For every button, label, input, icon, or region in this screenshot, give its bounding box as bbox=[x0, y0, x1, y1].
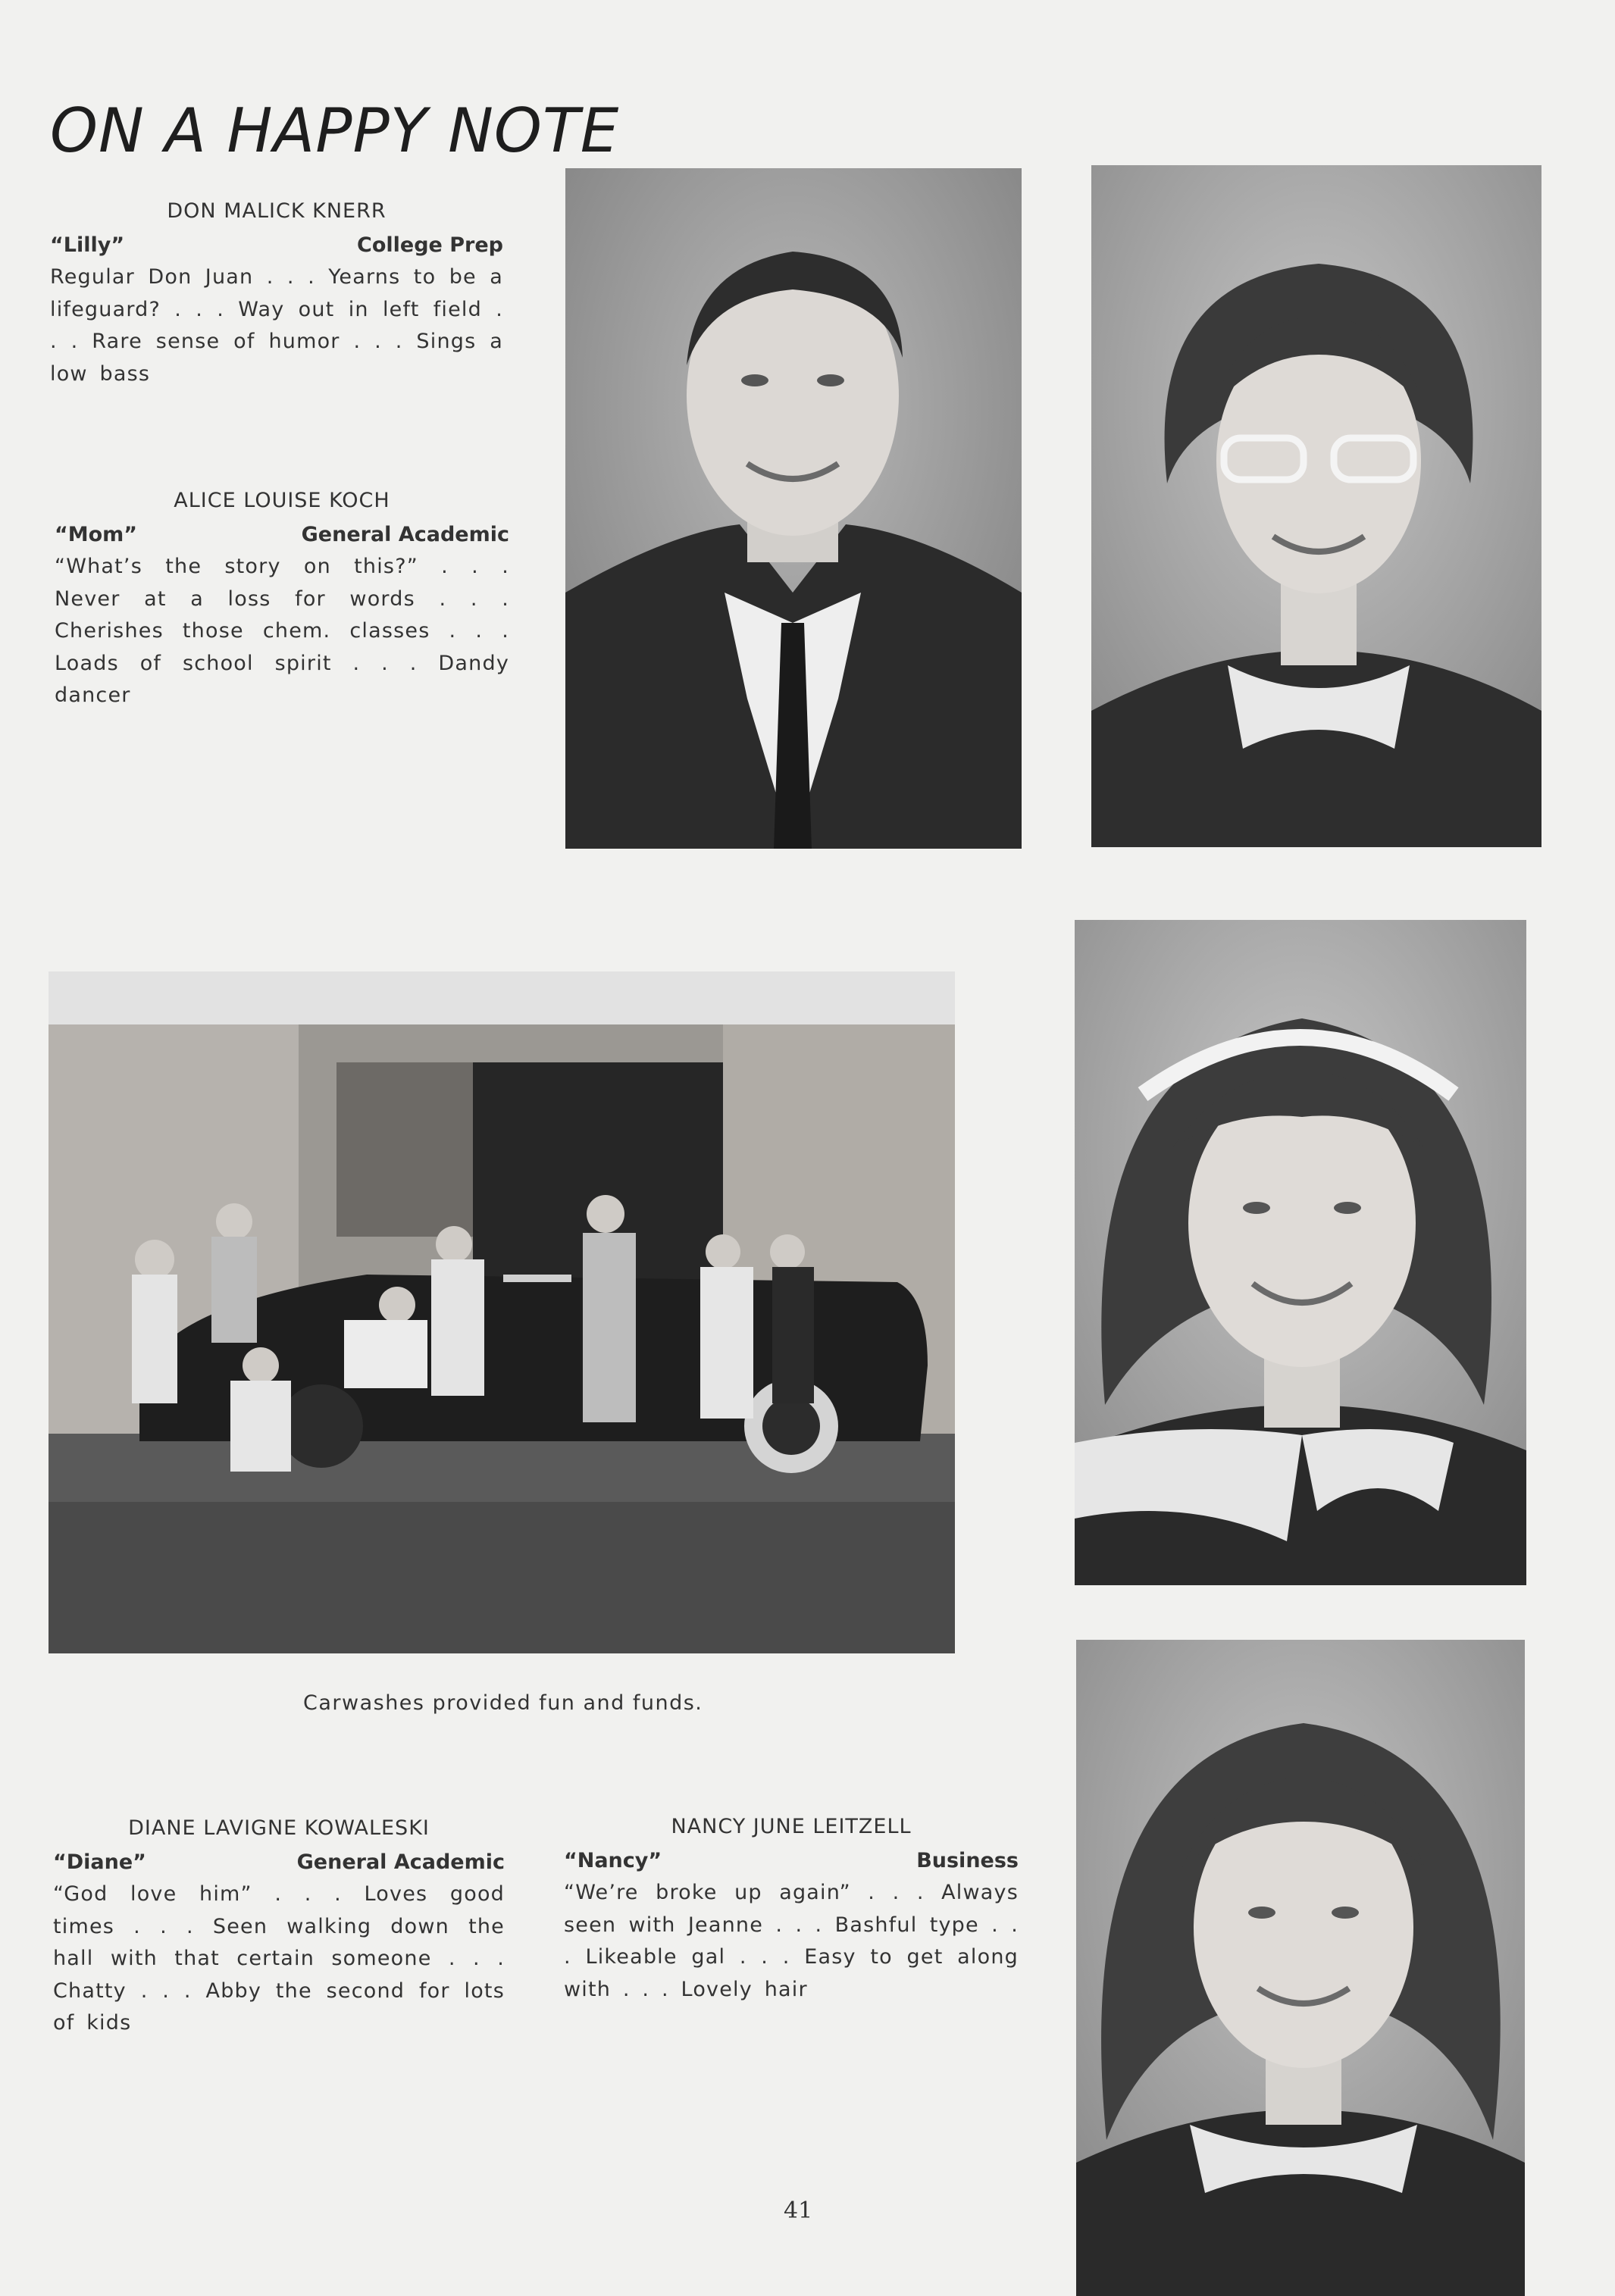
student-name: NANCY JUNE LEITZELL bbox=[671, 1815, 912, 1838]
student-description: “We’re broke up again” . . . Always seen with Jeanne . . . Bashful type . . . Likeable gal . . . Easy to get along with . . . Lovely hair bbox=[564, 1881, 1019, 2001]
student-course: General Academic bbox=[296, 1850, 505, 1874]
portrait-alice-koch bbox=[1091, 165, 1541, 847]
student-nickname: “Diane” bbox=[53, 1850, 146, 1874]
page-number: 41 bbox=[784, 2197, 813, 2224]
student-nickname: “Mom” bbox=[55, 522, 138, 546]
bio-nancy-leitzell bbox=[564, 1811, 1019, 2006]
portrait-diane-kowaleski bbox=[1075, 920, 1526, 1585]
page-title: ON A HAPPY NOTE bbox=[50, 95, 620, 166]
portrait-don-knerr bbox=[565, 168, 1022, 849]
photo-caption: Carwashes provided fun and funds. bbox=[303, 1691, 703, 1715]
student-description: Regular Don Juan . . . Yearns to be a lifeguard? . . . Way out in left field . . . Rare sense of humor . . . Sings a low bass bbox=[50, 265, 503, 386]
carwash-photo bbox=[49, 971, 955, 1653]
bio-diane-kowaleski bbox=[53, 1813, 505, 2040]
student-description: “What’s the story on this?” . . . Never at a loss for words . . . Cherishes those chem. classes . . . Loads of school spirit . . . Dandy dancer bbox=[55, 555, 509, 707]
student-nickname: “Nancy” bbox=[564, 1848, 662, 1872]
student-nickname: “Lilly” bbox=[50, 233, 125, 257]
student-course: General Academic bbox=[301, 522, 509, 546]
student-name: DIANE LAVIGNE KOWALESKI bbox=[128, 1816, 430, 1840]
portrait-nancy-leitzell bbox=[1076, 1640, 1525, 2296]
student-description: “God love him” . . . Loves good times . . . Seen walking down the hall with that certain someone . . . Chatty . . . Abby the second for lots of kids bbox=[53, 1882, 505, 2035]
bio-don-knerr bbox=[50, 196, 503, 390]
student-course: Business bbox=[916, 1848, 1019, 1872]
student-course: College Prep bbox=[357, 233, 503, 257]
bio-alice-koch bbox=[55, 485, 509, 712]
student-name: ALICE LOUISE KOCH bbox=[174, 489, 390, 512]
student-name: DON MALICK KNERR bbox=[167, 199, 387, 223]
